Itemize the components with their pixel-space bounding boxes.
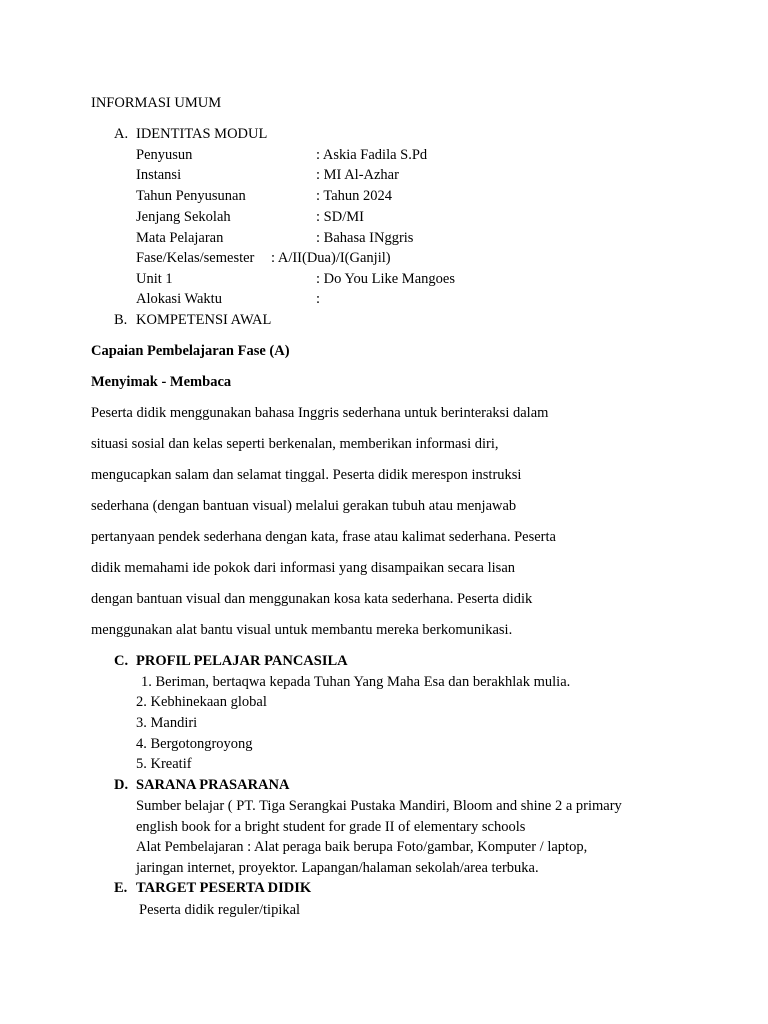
list-item: 4. Bergotongroyong bbox=[136, 736, 253, 752]
identity-label: Tahun Penyusunan bbox=[136, 188, 246, 204]
text-line: Alat Pembelajaran : Alat peraga baik berupa Foto/gambar, Komputer / laptop, bbox=[136, 839, 588, 855]
section-e-marker: E. bbox=[114, 880, 128, 896]
list-item: 3. Mandiri bbox=[136, 715, 198, 731]
identity-label: Alokasi Waktu bbox=[136, 291, 222, 307]
cp-title: Capaian Pembelajaran Fase (A) bbox=[91, 343, 290, 359]
paragraph-line: didik memahami ide pokok dari informasi yang disampaikan secara lisan bbox=[91, 560, 516, 576]
paragraph-line: situasi sosial dan kelas seperti berkenalan, memberikan informasi diri, bbox=[91, 436, 499, 452]
list-item: 1. Beriman, bertaqwa kepada Tuhan Yang Maha Esa dan berakhlak mulia. bbox=[141, 674, 571, 690]
section-d-title: SARANA PRASARANA bbox=[136, 777, 290, 793]
paragraph-line: pertanyaan pendek sederhana dengan kata, frase atau kalimat sederhana. Peserta bbox=[91, 529, 556, 545]
paragraph-line: menggunakan alat bantu visual untuk membantu mereka berkomunikasi. bbox=[91, 622, 513, 638]
paragraph-line: mengucapkan salam dan selamat tinggal. Peserta didik merespon instruksi bbox=[91, 467, 522, 483]
cp-subtitle: Menyimak - Membaca bbox=[91, 374, 232, 390]
text-line: english book for a bright student for grade II of elementary schools bbox=[136, 819, 526, 835]
identity-value: : SD/MI bbox=[316, 209, 364, 225]
target-line: Peserta didik reguler/tipikal bbox=[139, 902, 301, 918]
identity-label: Unit 1 bbox=[136, 271, 173, 287]
identity-value: : Askia Fadila S.Pd bbox=[316, 147, 428, 163]
identity-label: Mata Pelajaran bbox=[136, 230, 224, 246]
section-e-title: TARGET PESERTA DIDIK bbox=[136, 880, 312, 896]
paragraph-line: Peserta didik menggunakan bahasa Inggris sederhana untuk berinteraksi dalam bbox=[91, 405, 549, 421]
identity-label: Jenjang Sekolah bbox=[136, 209, 231, 225]
section-b-title: KOMPETENSI AWAL bbox=[136, 312, 272, 328]
identity-label: Instansi bbox=[136, 167, 182, 183]
identity-value: : Bahasa INggris bbox=[316, 230, 414, 246]
identity-label: Penyusun bbox=[136, 147, 193, 163]
section-c-title: PROFIL PELAJAR PANCASILA bbox=[136, 653, 348, 669]
identity-value: : Do You Like Mangoes bbox=[316, 271, 455, 287]
section-a-marker: A. bbox=[114, 126, 129, 142]
paragraph-line: dengan bantuan visual dan menggunakan kosa kata sederhana. Peserta didik bbox=[91, 591, 533, 607]
section-c-marker: C. bbox=[114, 653, 129, 669]
identity-value: : MI Al-Azhar bbox=[316, 167, 399, 183]
list-item: 5. Kreatif bbox=[136, 756, 192, 772]
page-heading: INFORMASI UMUM bbox=[91, 95, 222, 111]
identity-value: : Tahun 2024 bbox=[316, 188, 393, 204]
section-d-marker: D. bbox=[114, 777, 129, 793]
paragraph-line: sederhana (dengan bantuan visual) melalui gerakan tubuh atau menjawab bbox=[91, 498, 517, 514]
list-item: 2. Kebhinekaan global bbox=[136, 694, 267, 710]
identity-value: : bbox=[316, 291, 321, 307]
identity-value: : A/II(Dua)/I(Ganjil) bbox=[271, 250, 391, 266]
section-a-title: IDENTITAS MODUL bbox=[136, 126, 268, 142]
text-line: jaringan internet, proyektor. Lapangan/halaman sekolah/area terbuka. bbox=[136, 860, 539, 876]
identity-label: Fase/Kelas/semester bbox=[136, 250, 255, 266]
text-line: Sumber belajar ( PT. Tiga Serangkai Pustaka Mandiri, Bloom and shine 2 a primary bbox=[136, 798, 622, 814]
section-b-marker: B. bbox=[114, 312, 128, 328]
